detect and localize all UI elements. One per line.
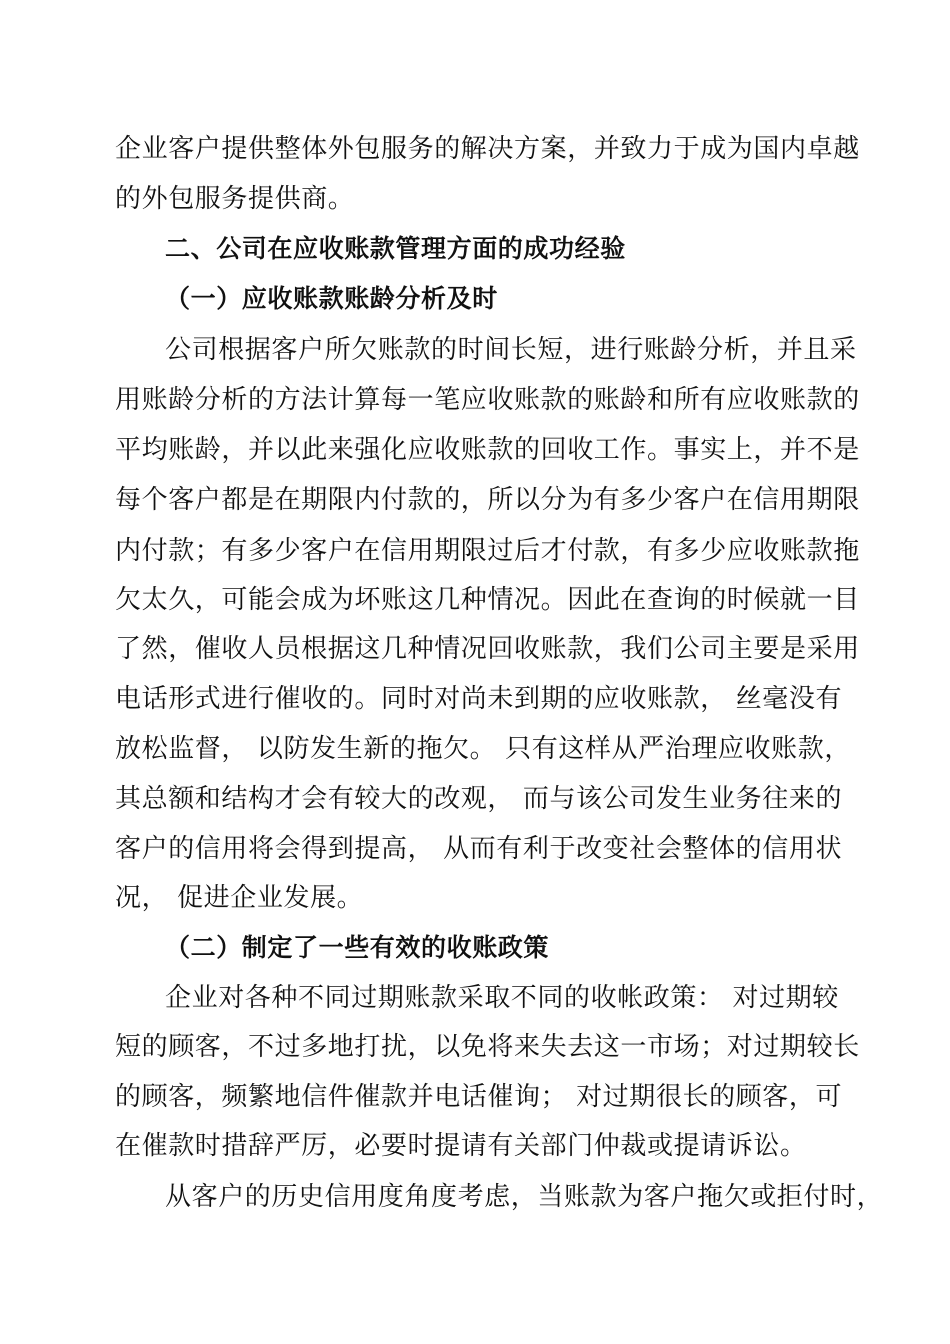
body-text-line: 短的顾客，不过多地打扰，以免将来失去这一市场；对过期较长 (115, 1032, 860, 1062)
body-text-line: 用账龄分析的方法计算每一笔应收账款的账龄和所有应收账款的 (115, 385, 860, 415)
body-text-line: 况， 促进企业发展。 (115, 883, 364, 913)
body-text-line: 欠太久，可能会成为坏账这几种情况。因此在查询的时候就一目 (115, 585, 860, 615)
body-text-line: 的顾客，频繁地信件催款并电话催询； 对过期很长的顾客，可 (115, 1082, 843, 1112)
body-text-line: 客户的信用将会得到提高， 从而有利于改变社会整体的信用状 (115, 834, 843, 864)
body-text-line: 在催款时措辞严厉，必要时提请有关部门仲裁或提请诉讼。 (115, 1131, 807, 1161)
body-text-line: 内付款；有多少客户在信用期限过后才付款，有多少应收账款拖 (115, 536, 860, 566)
section-heading: 二、公司在应收账款管理方面的成功经验 (165, 234, 626, 263)
body-text-line: 其总额和结构才会有较大的改观， 而与该公司发生业务往来的 (115, 784, 843, 814)
body-text-line: 的外包服务提供商。 (115, 184, 355, 214)
body-text-line: 企业对各种不同过期账款采取不同的收帐政策： 对过期较 (165, 983, 839, 1013)
body-text-line: 平均账龄，并以此来强化应收账款的回收工作。事实上，并不是 (115, 435, 860, 465)
body-text-line: 了然，催收人员根据这几种情况回收账款，我们公司主要是采用 (115, 634, 860, 664)
body-text-line: 电话形式进行催收的。同时对尚未到期的应收账款， 丝毫没有 (115, 684, 843, 714)
body-text-line: 企业客户提供整体外包服务的解决方案，并致力于成为国内卓越 (115, 134, 860, 164)
body-text-line: 放松监督， 以防发生新的拖欠。 只有这样从严治理应收账款， (115, 734, 851, 764)
subsection-heading: （二）制定了一些有效的收账政策 (165, 933, 550, 962)
body-text-line: 每个客户都是在期限内付款的，所以分为有多少客户在信用期限 (115, 485, 860, 515)
body-text-line: 从客户的历史信用度角度考虑，当账款为客户拖欠或拒付时， (165, 1182, 884, 1212)
body-text-line: 公司根据客户所欠账款的时间长短，进行账龄分析，并且采 (165, 335, 857, 365)
subsection-heading: （一）应收账款账龄分析及时 (165, 284, 498, 313)
